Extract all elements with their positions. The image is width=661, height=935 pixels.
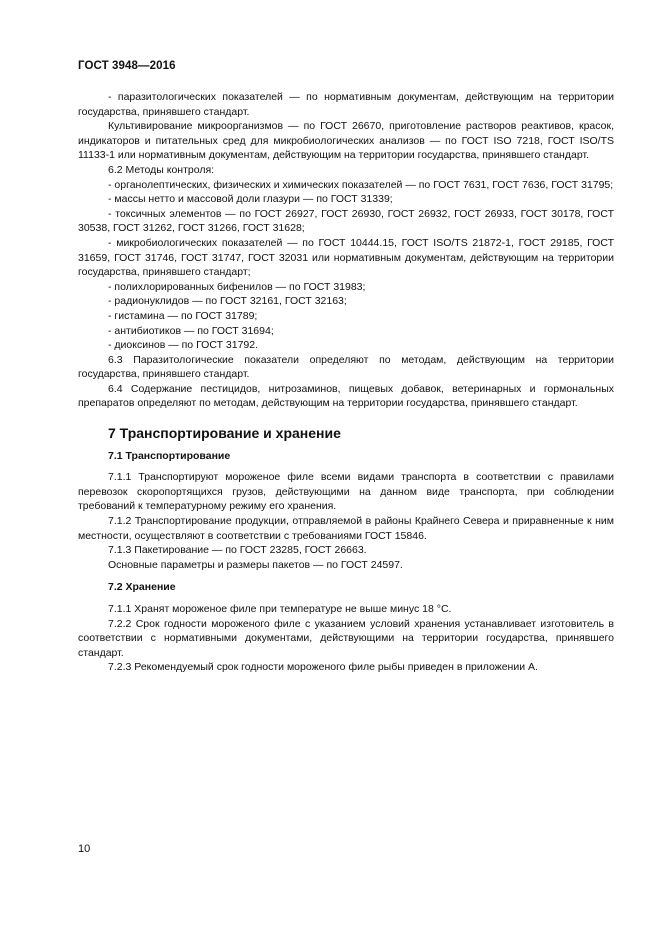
- paragraph: 7.1.2 Транспортирование продукции, отправляемой в районы Крайнего Севера и приравненные к ним местности, осуществляют в соответствии с требованиями ГОСТ 15846.: [78, 515, 614, 542]
- list-item: - токсичных элементов — по ГОСТ 26927, ГОСТ 26930, ГОСТ 26932, ГОСТ 26933, ГОСТ 30178, ГОСТ 30538, ГОСТ 31262, ГОСТ 31266, ГОСТ 31628;: [78, 207, 614, 235]
- section-heading: 7 Транспортирование и хранение: [108, 425, 341, 442]
- paragraph: Культивирование микроорганизмов — по ГОСТ 26670, приготовление растворов реактивов, красок, индикаторов и питательных сред для микробиологических анализов — по ГОСТ ISO 7218, ГОСТ ISO/TS 11133-1 или нормативным документам, действующим на территории государства, принявшего стандарт.: [78, 120, 614, 162]
- page-number: 10: [78, 843, 91, 855]
- list-item: - антибиотиков — по ГОСТ 31694;: [108, 324, 274, 337]
- list-item: - микробиологических показателей — по ГОСТ 10444.15, ГОСТ ISO/TS 21872-1, ГОСТ 29185, ГОСТ 31659, ГОСТ 31746, ГОСТ 31747, ГОСТ 32031 или нормативным документам, действующим на территории государства, принявшего стандарт;: [78, 236, 614, 279]
- paragraph: 6.2 Методы контроля:: [108, 163, 215, 176]
- list-item: - полихлорированных бифенилов — по ГОСТ 31983;: [108, 280, 366, 293]
- document-code: ГОСТ 3948—2016: [78, 60, 176, 72]
- paragraph: Основные параметры и размеры пакетов — по ГОСТ 24597.: [108, 558, 403, 571]
- list-item: - радионуклидов — по ГОСТ 32161, ГОСТ 32163;: [108, 295, 347, 308]
- paragraph: 6.3 Паразитологические показатели определяют по методам, действующим на территории государства, принявшего стандарт.: [78, 353, 614, 381]
- paragraph: - паразитологических показателей — по нормативным документам, действующим на территории государства, принявшего стандарт.: [78, 91, 614, 118]
- document-body: [78, 90, 614, 675]
- paragraph: 6.4 Содержание пестицидов, нитрозаминов, пищевых добавок, ветеринарных и гормональных препаратов определяют по методам, действующим на территории государства, принявшего стандарт.: [78, 382, 614, 410]
- subsection-heading: 7.1 Транспортирование: [108, 449, 231, 462]
- list-item: - органолептических, физических и химических показателей — по ГОСТ 7631, ГОСТ 7636, ГОСТ 31795;: [108, 178, 614, 191]
- list-item: - массы нетто и массовой доли глазури — по ГОСТ 31339;: [108, 193, 393, 206]
- list-item: - диоксинов — по ГОСТ 31792.: [108, 339, 259, 352]
- paragraph: 7.2.3 Рекомендуемый срок годности мороженого филе рыбы приведен в приложении А.: [108, 661, 538, 674]
- paragraph: 7.1.1 Транспортируют мороженое филе всеми видами транспорта в соответствии с правилами перевозок скоропортящихся грузов, действующими на данном виде транспорта, при соблюдении требований к температурному режиму его хранения.: [78, 471, 614, 513]
- list-item: - гистамина — по ГОСТ 31789;: [108, 309, 258, 322]
- paragraph: 7.1.3 Пакетирование — по ГОСТ 23285, ГОСТ 26663.: [108, 544, 367, 557]
- paragraph: 7.1.1 Хранят мороженое филе при температуре не выше минус 18 °С.: [108, 603, 452, 615]
- paragraph: 7.2.2 Срок годности мороженого филе с указанием условий хранения устанавливает изготовитель в соответствии с нормативными документами, действующими на территории государства, принявшего стандарт.: [78, 617, 614, 659]
- subsection-heading: 7.2 Хранение: [108, 581, 176, 594]
